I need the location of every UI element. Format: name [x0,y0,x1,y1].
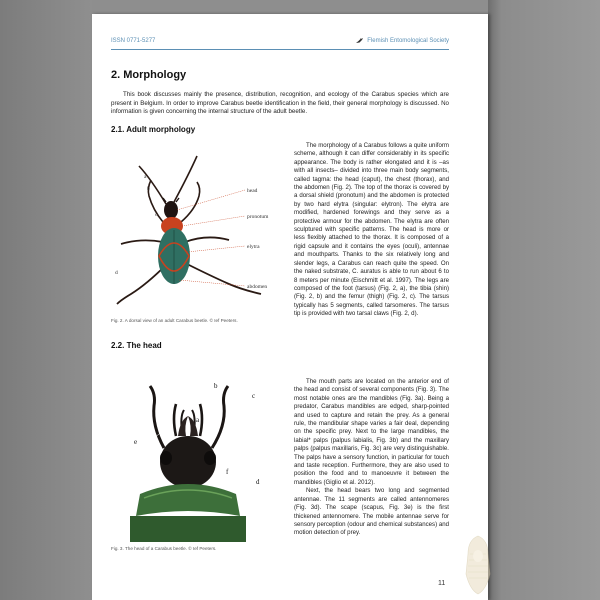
figure-3-caption: Fig. 3. The head of a Carabus beetle. © Ief Peeters. [111,546,217,551]
label-d: d [115,270,118,276]
header-rule [111,49,449,50]
adult-morphology-text [294,142,449,319]
page-number: 11 [438,580,446,587]
adult-morphology-heading: 2.1. Adult morphology [111,125,196,134]
running-header [111,34,449,48]
head-label-a: a [196,416,200,424]
head-label-d: d [256,478,260,486]
label-abdomen: abdomen [247,284,268,290]
adult-morphology-paragraph: The morphology of a Carabus follows a quite uniform scheme, although it can differ considerably in its specific appearance. The body is rather elongated and it is –as with all insects– divided into three main body segments, called tagma: the head (caput), the chest (thorax), and the abdomen (Fig. 2). The top of the thorax is covered by a dorsal shield (pronotum) and the abdomen is protected by two hard elytra (singular: elytron). The elytra are modified, hardened forewings and they serve as a protective armour for the abdomen. The elytra are often sculptured with specific patterns. The head is more or less flexibly attached to the thorax. It is composed of a rigid capsule and it contains the eyes (oculi), antennae and mouthparts. Thanks to the six relatively long and slender legs, a Carabus can reach quite the speed. On the naked substrate, C. auratus is able to run about 6 to 8 meters per minute (Eischmitt et al. 1997). The legs are composed of the foot (tarsus) (Fig. 2, a), the tibia (shin) (Fig. 2, b) and the femur (thigh) (Fig. 2, c). The tarsus typically has 5 segments, called tarsomeres. The tarsus tip is provided with two tarsal claws (Fig. 2, d). [294,142,449,318]
label-head: head [247,188,258,194]
head-label-e: e [134,438,138,446]
head-text [294,378,449,538]
label-pronotum: pronotum [247,214,269,220]
background-right [488,0,600,600]
head-paragraph-2: Next, the head bears two long and segmented antennae. The 11 segments are called antennomeres (Fig. 3d). The scape (scapus, Fig. 3e) is the first thickened antennomere. The mobile antennae serve for sensory perception (odour and chemical substances) and motion detection of prey. [294,487,449,537]
section-title: 2. Morphology [111,69,187,81]
head-label-b: b [214,382,218,390]
label-b: b [147,186,150,192]
head-label-f: f [226,468,229,476]
beetle-icon [355,38,364,44]
beetle-head-figure [114,366,262,542]
label-a: a [144,174,147,180]
background-left [0,0,92,600]
label-c: c [155,212,158,218]
label-elytra: elytra [247,244,260,250]
head-heading: 2.2. The head [111,341,162,350]
pharaoh-watermark-icon [464,534,492,596]
section-intro: This book discusses mainly the presence, distribution, recognition, and ecology of the Carabus species which are present in Belgium. In order to improve Carabus beetle identification in the field, their general morphology is discussed. No information is given concerning the internal structure of the adult beetle. [111,91,449,116]
background-top [92,0,488,14]
society-label-group [355,38,449,44]
issn-label: ISSN 0771-5277 [111,38,156,44]
head-paragraph-1: The mouth parts are located on the anterior end of the head and consist of several components (Fig. 3). The most notable ones are the mandibles (Fig. 3a). Being a predator, Carabus mandibles are edged, sharp-pointed and used to capture and retain the prey. As a general rule, the mandibular shape varies a fair deal, depending on the specific prey. Next to the large mandibles, the labial* palps (palpus labialis, Fig. 3b) and the maxillary palps (palpus maxillaris, Fig. 3c) are very distinguishable. The palps have a sensory function, in particular for touch and taste reception. Furthermore, they are also used to position the food and to manoeuvre it between the mandibles (Giglio et al. 2012). [294,378,449,486]
head-label-c: c [252,392,256,400]
book-page [92,14,488,600]
beetle-dorsal-figure [111,144,289,312]
figure-2-caption: Fig. 2. A dorsal view of an adult Carabus beetle. © Ief Peeters. [111,318,238,323]
society-name: Flemish Entomological Society [367,38,449,44]
